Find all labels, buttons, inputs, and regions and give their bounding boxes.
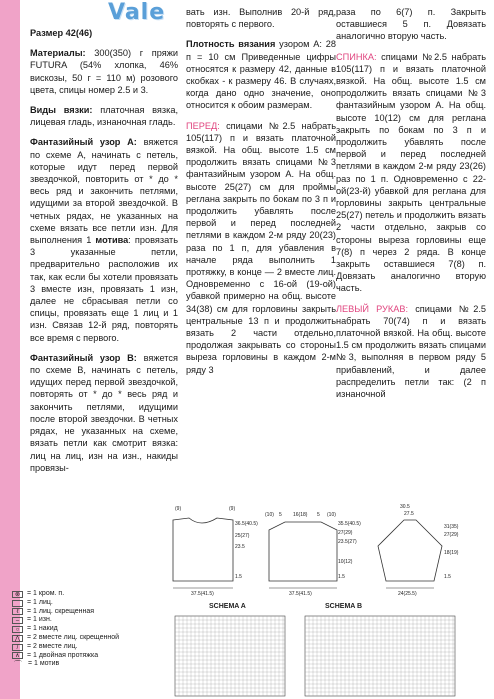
column-2 <box>186 6 336 384</box>
schema-a-chart <box>175 603 285 696</box>
types-text: платочная вязка, лицевая гладь, изнаночная гладь. <box>30 105 179 128</box>
knit-icon <box>12 600 23 607</box>
sleeve-dim-1: 31(35) <box>444 524 459 530</box>
back-heading: СПИНКА: <box>336 51 377 62</box>
sleeve-dim-top: 30.5 <box>400 504 410 510</box>
pattern-a-label: Фантазийный узор A: <box>30 137 137 148</box>
sleeve-dim-2: 27(29) <box>444 532 459 538</box>
column-1 <box>30 27 178 482</box>
back-dim-3: 23.5(27) <box>338 539 357 545</box>
back-label-4: 5 <box>317 512 320 518</box>
density-label: Плотность вязания <box>186 39 276 50</box>
col3-top-text: раза по 6(7) п. Закрыть оставшиеся 5 п. Довязать аналогично вторую часть. <box>336 7 486 42</box>
legend-text: = 1 изн. <box>27 616 52 624</box>
front-width: 37.5(41.5) <box>191 591 214 597</box>
stitch-legend <box>12 590 162 669</box>
legend-row <box>12 643 162 652</box>
back-label-2: 5 <box>279 512 282 518</box>
sleeve-text: спицами №2.5 набрать 70(74) п и вязать платочной вязкой. На общ. высоте 1.5 см продолжить вязать спицами №3, выполняя в первом ряду 5 прибавлений, и далее распределить петли так: (2 п изнаночной <box>336 303 487 400</box>
yarn-over-icon: ○ <box>12 626 23 633</box>
motif-icon: ⌒ <box>14 660 22 670</box>
sleeve-diagram <box>378 504 459 597</box>
legend-row <box>12 660 162 669</box>
sleeve-dim-3: 18(19) <box>444 550 459 556</box>
brand-logo: Vale <box>108 0 166 25</box>
back-label-5: (10) <box>327 512 336 518</box>
pattern-a-text: вяжется по схеме А, начинать с петель, которые идут перед первой звездочкой, повторить от * до * весь ряд и закончить петлями, идущими за второй звездочкой. В четных рядах, не указанных на схеме вязать все петли изн. Для выполнения 1 <box>30 137 178 246</box>
k2tog-twisted-icon: ⋀ <box>12 635 23 642</box>
back-piece-diagram <box>265 512 361 597</box>
back-dim-2: 27(29) <box>338 530 353 536</box>
sleeve-dim-t2: 27.5 <box>404 511 414 517</box>
legend-row <box>12 616 162 625</box>
sleeve-heading: ЛЕВЫЙ РУКАВ: <box>336 303 409 314</box>
legend-row <box>12 608 162 617</box>
back-label-3: 16(18) <box>293 512 308 518</box>
front-label-top-left: (9) <box>175 506 182 512</box>
edge-stitch-icon: ⊗ <box>12 591 23 598</box>
front-dim-1: 36.5(40.5) <box>235 521 258 527</box>
front-dim-3: 23.5 <box>235 544 245 550</box>
schema-b-label: SCHEMA B <box>325 603 363 610</box>
front-dim-2: 25(27) <box>235 533 250 539</box>
k2tog-icon: / <box>12 644 23 651</box>
pattern-b-text: вяжется по схеме В, начинать с петель, идущих перед первой звездочкой, повторять от * до * весь ряд и закончить петлями, идущими после второй звездочки. В четных рядах, не указанных на схеме, вязать петли как смотрит вязка: лиц на лиц, изн на изн., накиды провязы- <box>30 352 178 473</box>
legend-text: = 2 вместе лиц. скрещенной <box>27 633 120 641</box>
col2-top-text: вать изн. Выполнив 20-й ряд, повторять с первого. <box>186 7 336 30</box>
front-dim-4: 1.5 <box>235 574 242 580</box>
legend-text: = 1 мотив <box>28 660 60 668</box>
double-slip-icon: ∧ <box>12 652 23 659</box>
front-heading: ПЕРЕД: <box>186 120 220 131</box>
legend-row <box>12 625 162 634</box>
legend-text: = 2 вместе лиц. <box>27 642 78 650</box>
legend-text: = 1 лиц. скрещенная <box>27 607 95 615</box>
back-width: 37.5(41.5) <box>289 591 312 597</box>
pattern-a-text-2: : провязать 3 указанные петли, предварительно расположив их так, как если бы хотели провязать 3 вместе изн, провязать 1 изн, далее не сбрасывая петли со спицы, провязать еще 1 лиц и 1 изн. Связав 12-й ряд, повторять все время с первого. <box>30 235 178 343</box>
legend-text: = 1 кром. п. <box>27 590 65 597</box>
materials-text: 300(350) г пряжи FUTURA (54% хлопка, 46% вискозы, 50 г = 110 м) розового цвета, спицы номер 2.5 и 3. <box>30 48 179 95</box>
legend-row <box>12 599 162 608</box>
legend-text: = 1 лиц. <box>27 598 53 606</box>
back-dim-1: 35.5(40.5) <box>338 521 361 527</box>
legend-row <box>12 652 162 661</box>
legend-text: = 1 накид <box>27 625 58 633</box>
sleeve-width: 24(25.5) <box>398 591 417 597</box>
back-dim-4: 10(12) <box>338 559 353 565</box>
front-label-top-right: (9) <box>229 506 236 512</box>
size-label: Размер 42(46) <box>30 28 93 38</box>
back-dim-5: 1.5 <box>338 574 345 580</box>
density-text: узором А: 28 п = 10 см Приведенные цифры относятся к размеру 42, данные в скобках - к размеру 46. В случаях, когда дано одно значение, оно относится к обоим размерам. <box>186 39 336 111</box>
sleeve-dim-4: 1.5 <box>444 574 451 580</box>
column-3 <box>336 6 486 408</box>
twisted-knit-icon: ℓ <box>12 608 23 615</box>
legend-row <box>12 634 162 643</box>
schema-a-label: SCHEMA A <box>209 603 246 610</box>
back-label-1: (10) <box>265 512 274 518</box>
front-piece-diagram <box>173 506 258 597</box>
pattern-diagrams <box>165 498 465 698</box>
legend-row <box>12 590 162 599</box>
types-label: Виды вязки: <box>30 105 93 116</box>
pattern-b-label: Фантазийный узор B: <box>30 352 137 363</box>
schema-b-chart <box>305 603 455 696</box>
legend-text: = 1 двойная протяжка <box>27 651 99 659</box>
motif-word: мотива <box>95 235 129 246</box>
purl-icon: – <box>12 617 23 624</box>
materials-label: Материалы: <box>30 48 86 59</box>
back-text: спицами №2.5 набрать 105(117) п и вязать платочной вязкой. На общ. высоте 1.5 см продолжить вязать спицами №3 фантазийным узором А. На общ. высоте 10(12) см для реглана закрыть по бокам по 3 п и продолжить убавлять после первой и перед последней петлями в каждом 2-м ряду 23(26) раз по 1 п. Одновременно с 22-ой(23-й) убавкой для реглана для горловины закрыть центральные 25(27) петель и продолжить вязать 2 части отдельно, закрыв со стороны выреза горловины еще 7(8) п через 2 ряда. В конце закрыть оставшиеся 7(8) п. Довязать аналогично вторую часть. <box>336 51 486 294</box>
front-text: спицами №2.5 набрать 105(117) п и вязать платочной вязкой. На общ. высоте 1.5 см продолжить вязать спицами №3 фантазийным узором А. На общ. высоте 25(27) см для проймы реглана закрыть по бокам по 3 п и продолжить убавлять после первой и перед последней петлями в каждом 2-м ряду 20(23) раза по 1 п, для убавления в начале ряда выполнить 1 протяжку, в конце — 2 вместе лиц. Одновременно с 16-ой (19-ой) убавкой примерно на общ. высоте 34(38) см для горловины закрыть центральные 13 п и продолжить вязать 2 части отдельно, продолжая закрывать со стороны выреза горловины в каждом 2-м ряду 3 <box>186 120 336 375</box>
